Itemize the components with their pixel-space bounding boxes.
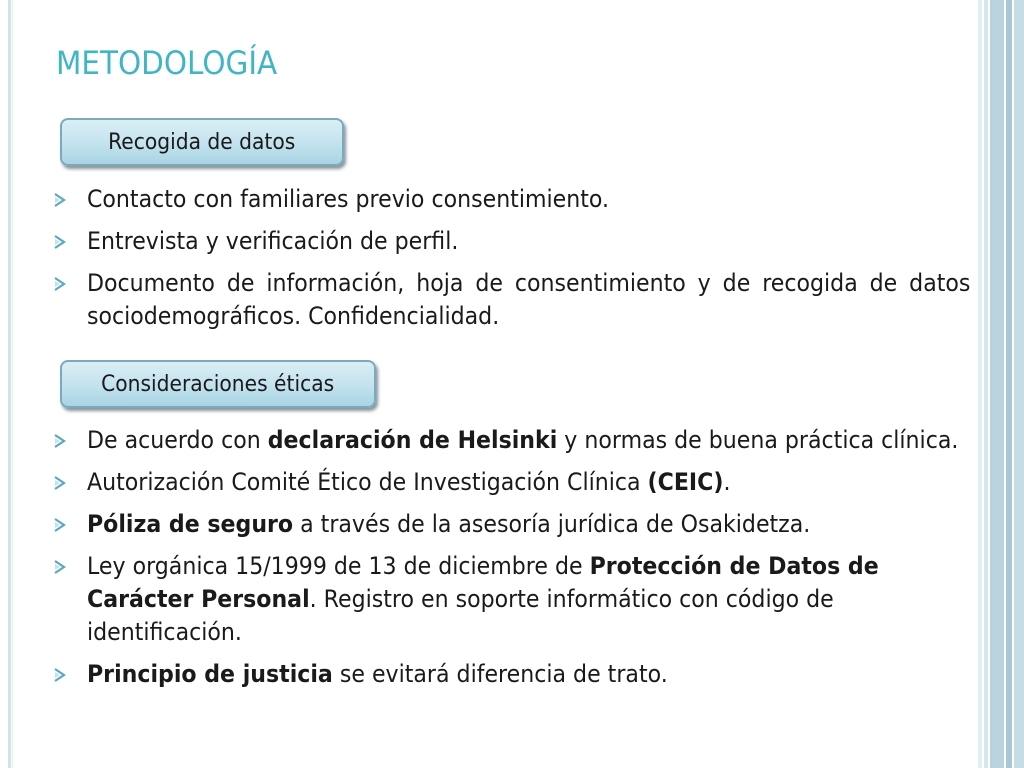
text-run: De acuerdo con [87, 426, 268, 454]
text-run: . [723, 468, 731, 496]
list-item [54, 267, 972, 333]
list-item-text [87, 267, 970, 333]
arrow-bullet-icon [54, 665, 68, 685]
list-item [54, 658, 972, 691]
bold-text: Póliza de seguro [87, 510, 294, 538]
bold-text: Protección de Datos de Carácter Personal [87, 552, 879, 613]
list-item-text [87, 550, 970, 649]
arrow-bullet-icon [54, 515, 68, 535]
list-item-text [87, 183, 970, 216]
list-item [54, 225, 972, 258]
list-item-text [87, 225, 970, 258]
text-run: Documento de información, hoja de consentimiento y de recogida de datos sociodemográficos. Confidencialidad. [87, 269, 971, 330]
text-run: Contacto con familiares previo consentimiento. [87, 185, 609, 213]
arrow-bullet-icon [54, 557, 68, 577]
bullet-list-recogida [54, 183, 972, 342]
text-run: . Registro en soporte informático con código de identificación. [87, 585, 834, 646]
list-item [54, 424, 972, 457]
arrow-bullet-icon [54, 274, 68, 294]
text-run: Ley orgánica 15/1999 de 13 de diciembre de [87, 552, 590, 580]
arrow-bullet-icon [54, 473, 68, 493]
list-item [54, 550, 972, 649]
list-item-text [87, 658, 970, 691]
right-stripes-decoration [978, 0, 1024, 768]
bold-text: Principio de justicia [87, 660, 333, 688]
text-run: se evitará diferencia de trato. [332, 660, 668, 688]
section-heading-label: Consideraciones éticas [101, 371, 335, 397]
text-run: y normas de buena práctica clínica. [557, 426, 959, 454]
arrow-bullet-icon [54, 190, 68, 210]
bold-text: declaración de Helsinki [267, 426, 558, 454]
left-border-decoration [8, 0, 11, 768]
arrow-bullet-icon [54, 431, 68, 451]
list-item-text [87, 466, 970, 499]
section-heading-recogida [60, 118, 344, 166]
list-item [54, 466, 972, 499]
list-item [54, 183, 972, 216]
list-item-text [87, 424, 970, 457]
list-item [54, 508, 972, 541]
arrow-bullet-icon [54, 232, 68, 252]
text-run: a través de la asesoría jurídica de Osakidetza. [293, 510, 811, 538]
slide-title: METODOLOGÍA [56, 44, 278, 82]
section-heading-consideraciones [60, 360, 376, 408]
list-item-text [87, 508, 970, 541]
bold-text: (CEIC) [647, 468, 724, 496]
text-run: Autorización Comité Ético de Investigación Clínica [87, 468, 648, 496]
bullet-list-consideraciones [54, 424, 972, 700]
section-heading-label: Recogida de datos [108, 129, 296, 155]
text-run: Entrevista y verificación de perfil. [87, 227, 459, 255]
left-border-decoration-inner [12, 0, 13, 768]
